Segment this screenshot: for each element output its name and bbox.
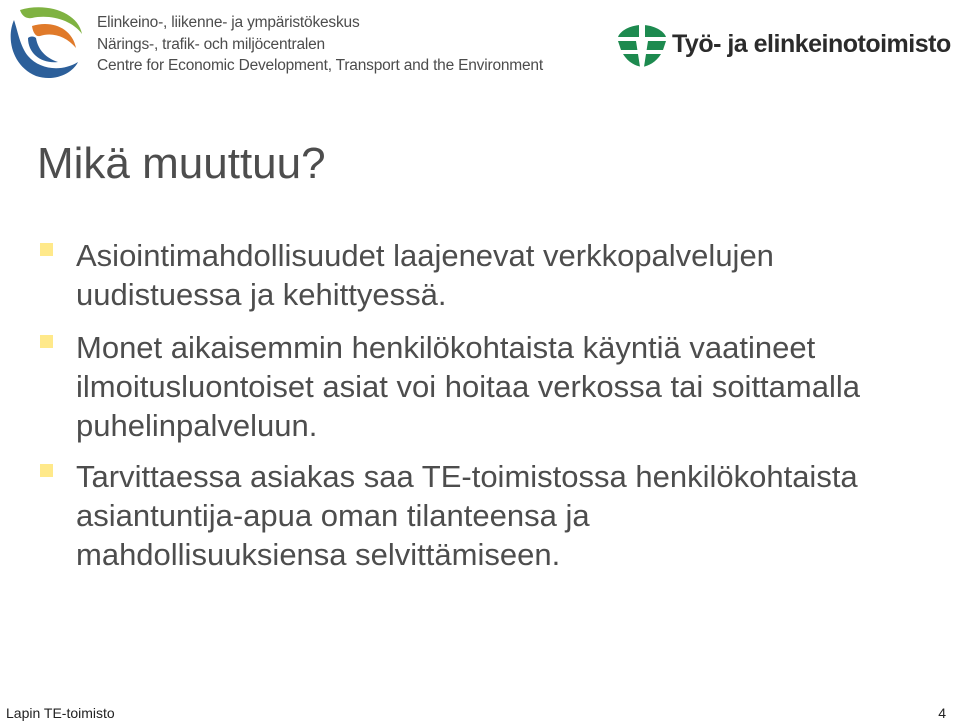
bullet-line: ilmoitusluontoiset asiat voi hoitaa verkossa tai soittamalla [76,369,860,404]
ely-name-english: Centre for Economic Development, Transport and the Environment [97,57,543,74]
bullet-line: puhelinpalveluun. [76,408,318,443]
bullet-line: Asiointimahdollisuudet laajenevat verkkopalvelujen [76,238,774,273]
te-office-name: Työ- ja elinkeinotoimisto [672,30,951,58]
ely-centre-name [97,12,547,77]
slide-title: Mikä muuttuu? [37,139,326,188]
square-bullet-icon [40,464,53,477]
page-number: 4 [938,705,946,721]
bullet-item [38,236,953,314]
bullet-line: asiantuntija-apua oman tilanteensa ja [76,498,590,533]
bullet-line: Monet aikaisemmin henkilökohtaista käyntiä vaatineet [76,330,816,365]
bullet-line: uudistuessa ja kehittyessä. [76,277,447,312]
square-bullet-icon [40,335,53,348]
square-bullet-icon [40,243,53,256]
ely-name-finnish: Elinkeino-, liikenne- ja ympäristökeskus [97,14,360,31]
bullet-item [38,457,953,574]
bullet-line: Tarvittaessa asiakas saa TE-toimistossa henkilökohtaista [76,459,858,494]
bullet-list [38,236,953,588]
bullet-line: mahdollisuuksiensa selvittämiseen. [76,537,561,572]
ely-name-swedish: Närings-, trafik- och miljöcentralen [97,35,325,53]
slide-header [0,0,960,88]
bullet-item [38,328,953,445]
ely-centre-logo-icon [6,4,84,80]
te-office-emblem-icon [616,22,668,68]
footer-office-name: Lapin TE-toimisto [6,705,115,721]
